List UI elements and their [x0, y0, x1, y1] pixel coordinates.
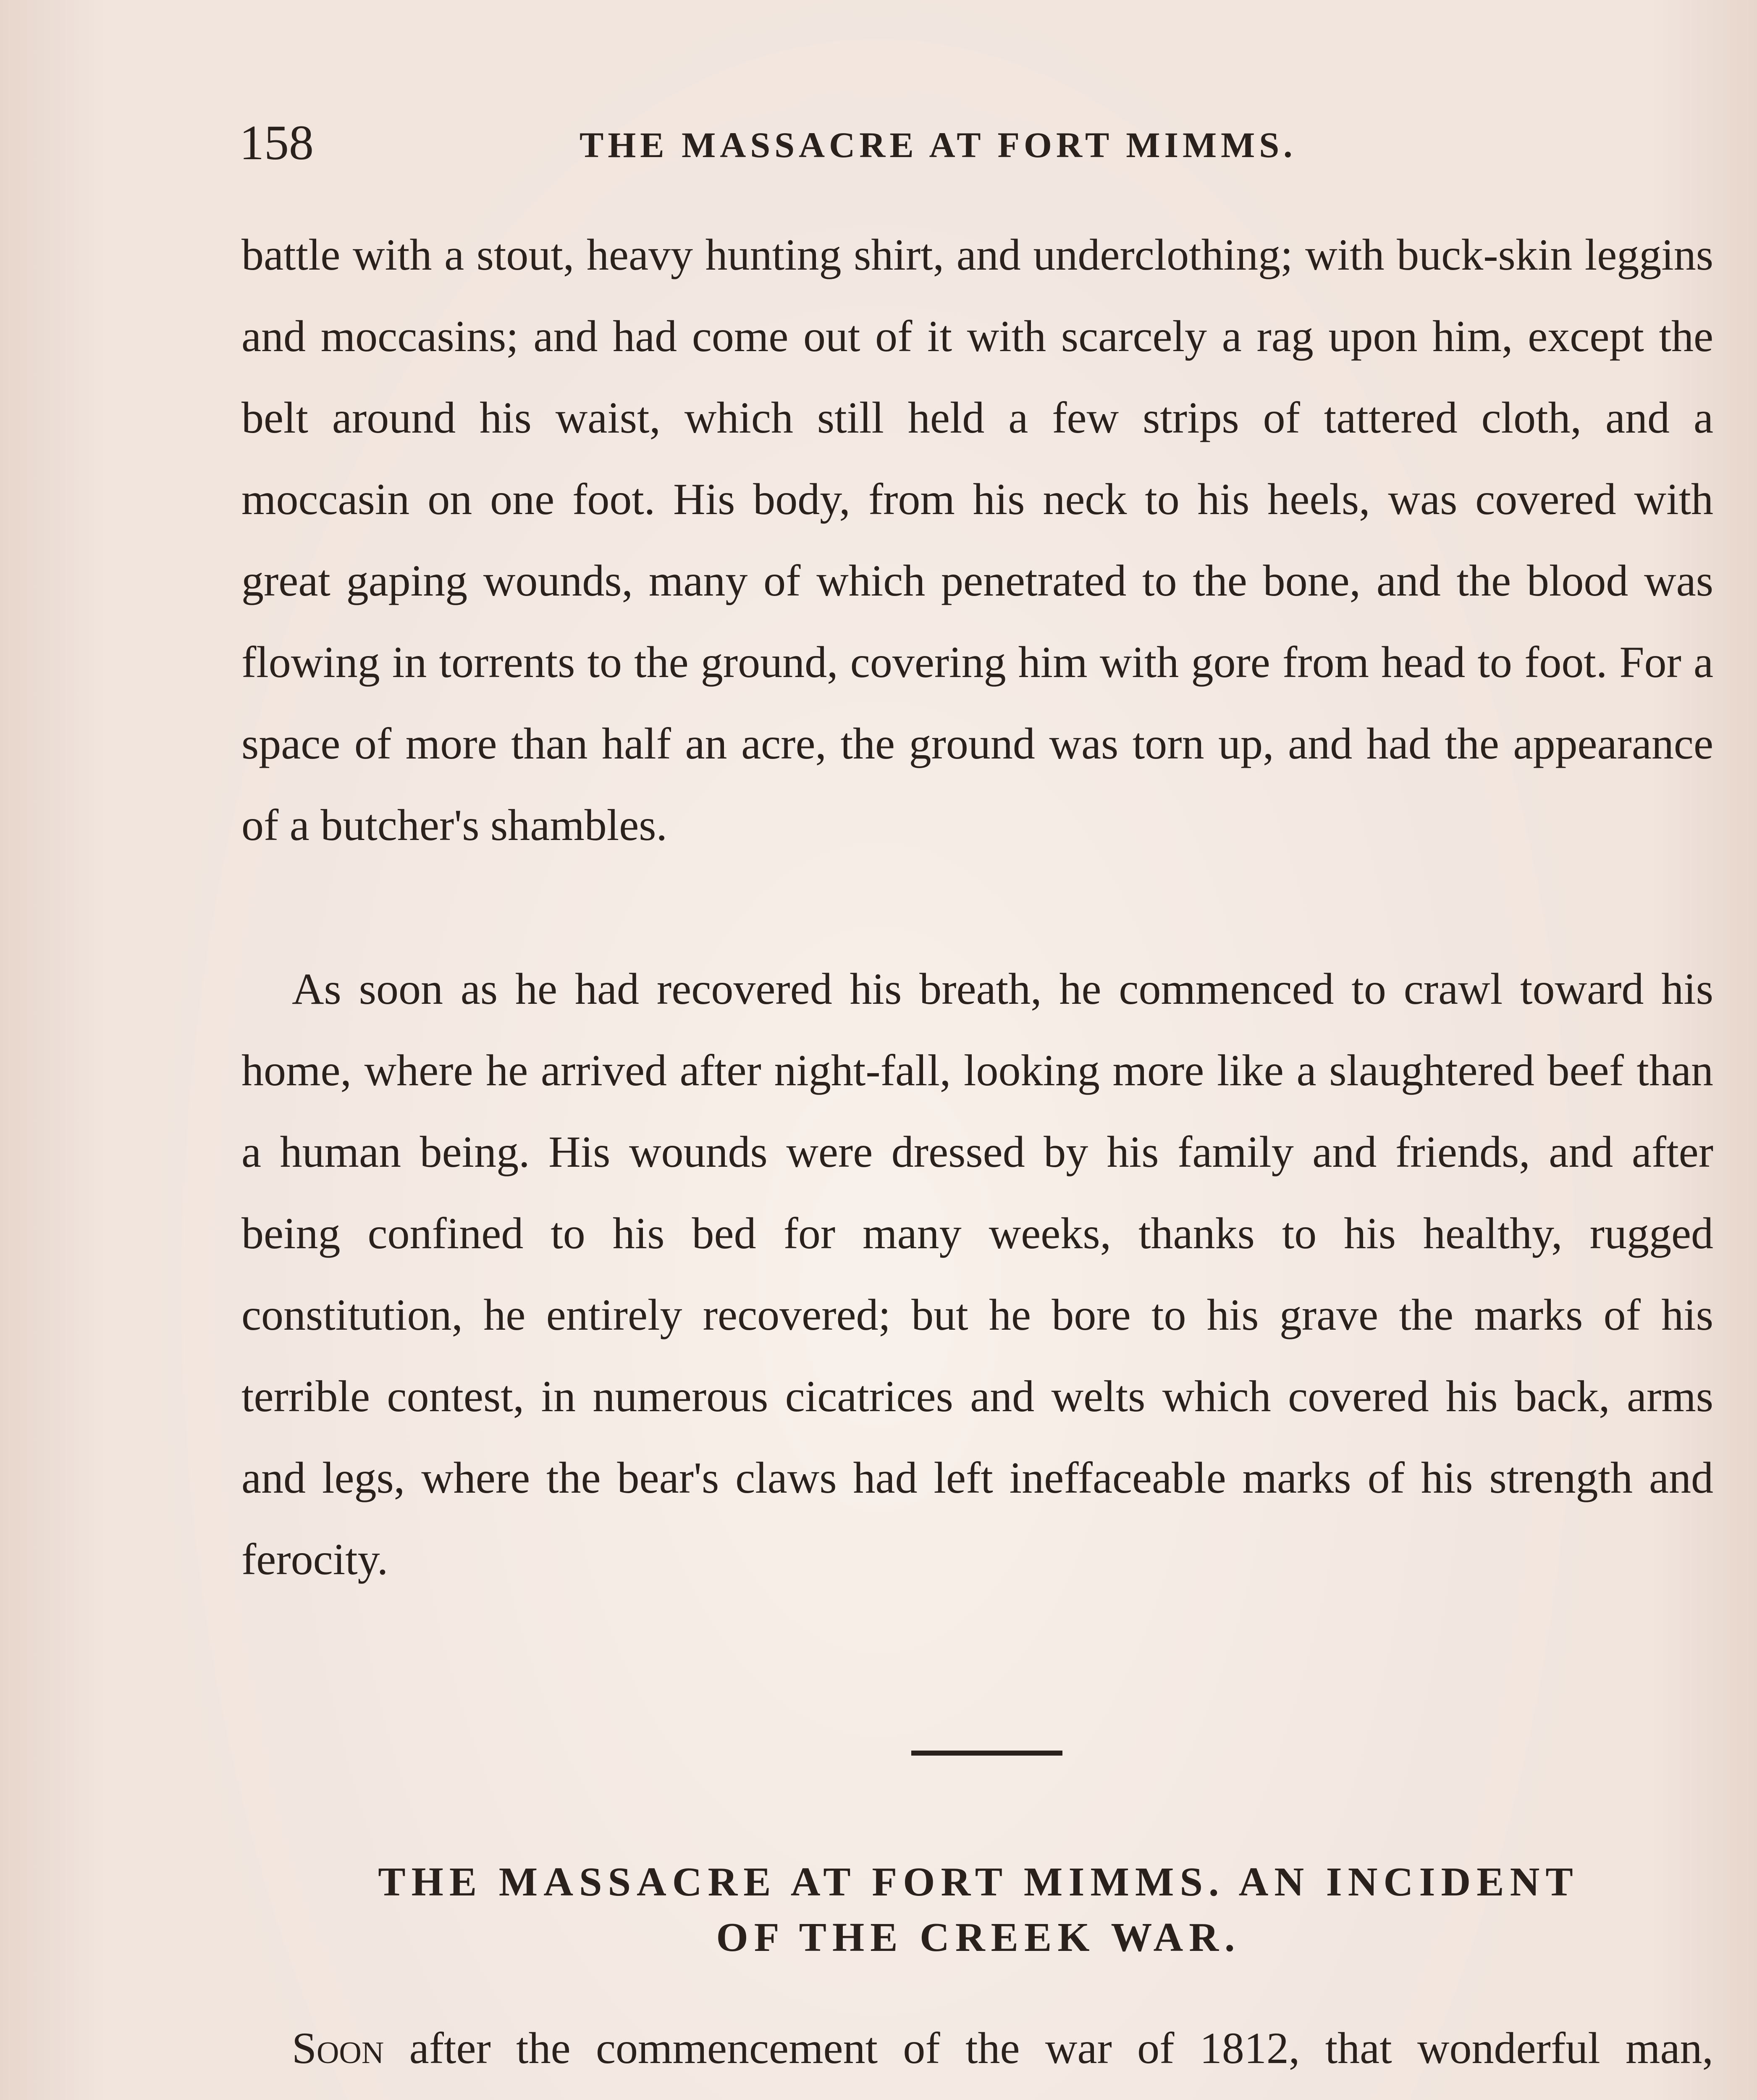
paragraph-recovery: As soon as he had recovered his breath, he commenced to crawl toward his home, where he arrived after night-fall, looking more like a slaughtered beef than a human being. His wounds were dressed by his family and friends, and after being confined to his bed for many weeks, thanks to his healthy, rugged constitution, he entirely recovered; but he bore to his grave the marks of his terrible contest, in numerous cicatrices and welts which covered his back, arms and legs, where the bear's claws had left ineffaceable marks of his strength and ferocity. — [241, 964, 1713, 1584]
page-header — [239, 105, 1713, 189]
section-heading-line-2: OF THE CREEK WAR. — [716, 1915, 1241, 1960]
paragraph-tecumseh-text: after the commencement of the war of 1812, that wonderful man, — [409, 2024, 1713, 2073]
section-divider — [911, 1751, 1062, 1756]
section-heading — [244, 1854, 1713, 1965]
page-number: 158 — [239, 115, 314, 170]
running-head: THE MASSACRE AT FORT MIMMS. — [580, 125, 1297, 165]
paragraph-lead-word: Soon — [292, 2024, 384, 2073]
paragraph-bear-fight: battle with a stout, heavy hunting shirt, and underclothing; with buck-skin leggins and moccasins; and had come out of it with scarcely a rag upon him, except the belt around his waist, which still held a few strips of tattered cloth, and a moccasin on one foot. His body, from his neck to his heels, was covered with great gaping wounds, many of which penetrated to the bone, and the blood was flowing in torrents to the ground, covering him with gore from head to foot. For a space of more than half an acre, the ground was torn up, and had the appearance of a butcher's shambles. — [241, 230, 1713, 850]
paragraph-tecumseh — [241, 2008, 1713, 2100]
section-heading-line-1: THE MASSACRE AT FORT MIMMS. AN INCIDENT — [378, 1859, 1579, 1905]
